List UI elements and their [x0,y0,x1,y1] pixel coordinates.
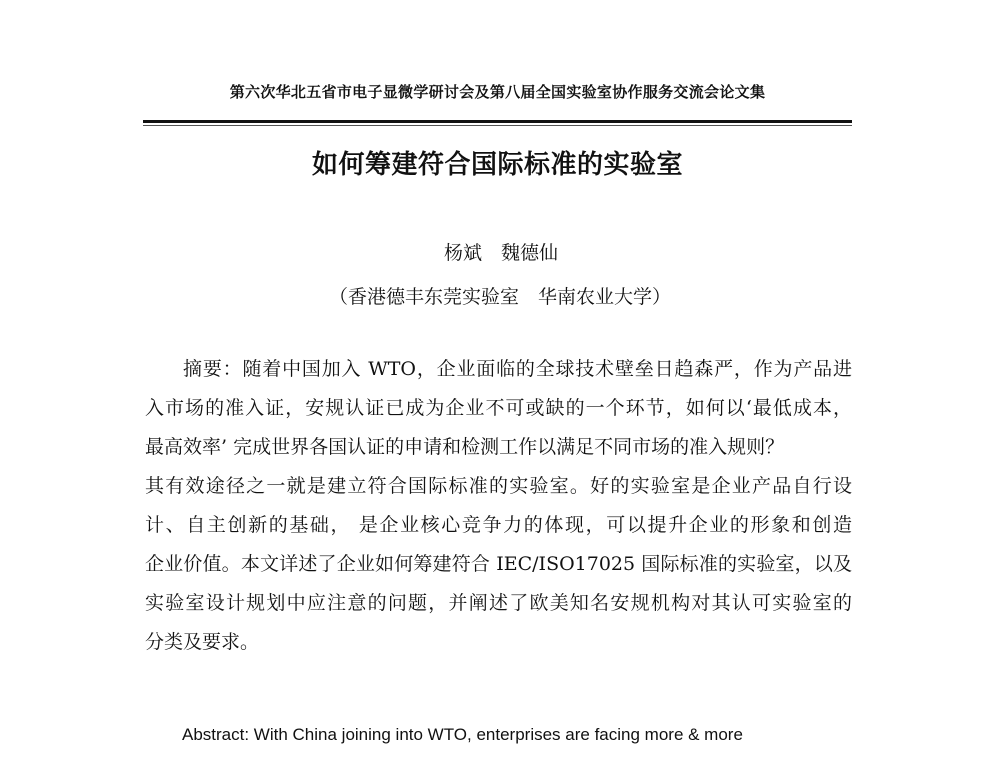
abstract-line: 分类及要求。 [145,631,260,653]
abstract-line: 摘要：随着中国加入 WTO，企业面临的全球技术壁垒日趋森严，作为产品进 [183,358,852,380]
paper-title: 如何筹建符合国际标准的实验室 [311,150,683,180]
abstract-line: 企业价值。本文详述了企业如何筹建符合 IEC/ISO17025 国际标准的实验室，以及 [145,553,852,575]
proceedings-running-head: 第六次华北五省市电子显微学研讨会及第八届全国实验室协作服务交流会论文集 [229,83,766,101]
abstract-line: 入市场的准入证，安规认证已成为企业不可或缺的一个环节，如何以‘最低成本， [145,397,852,419]
abstract-chinese [145,350,852,662]
abstract-english: Abstract: With China joining into WTO, enterprises are facing more & more [182,725,743,744]
abstract-line: 实验室设计规划中应注意的问题，并阐述了欧美知名安规机构对其认可实验室的 [145,592,852,614]
paper-affiliation: （香港德丰东莞实验室 华南农业大学） [328,286,671,308]
paper-authors: 杨斌 魏德仙 [443,242,558,264]
abstract-line: 计、自主创新的基础， 是企业核心竞争力的体现，可以提升企业的形象和创造 [145,514,852,536]
header-rule-thin [143,125,852,126]
abstract-line: 最高效率’ 完成世界各国认证的申请和检测工作以满足不同市场的准入规则？ [145,436,785,458]
abstract-line: 其有效途径之一就是建立符合国际标准的实验室。好的实验室是企业产品自行设 [145,475,852,497]
